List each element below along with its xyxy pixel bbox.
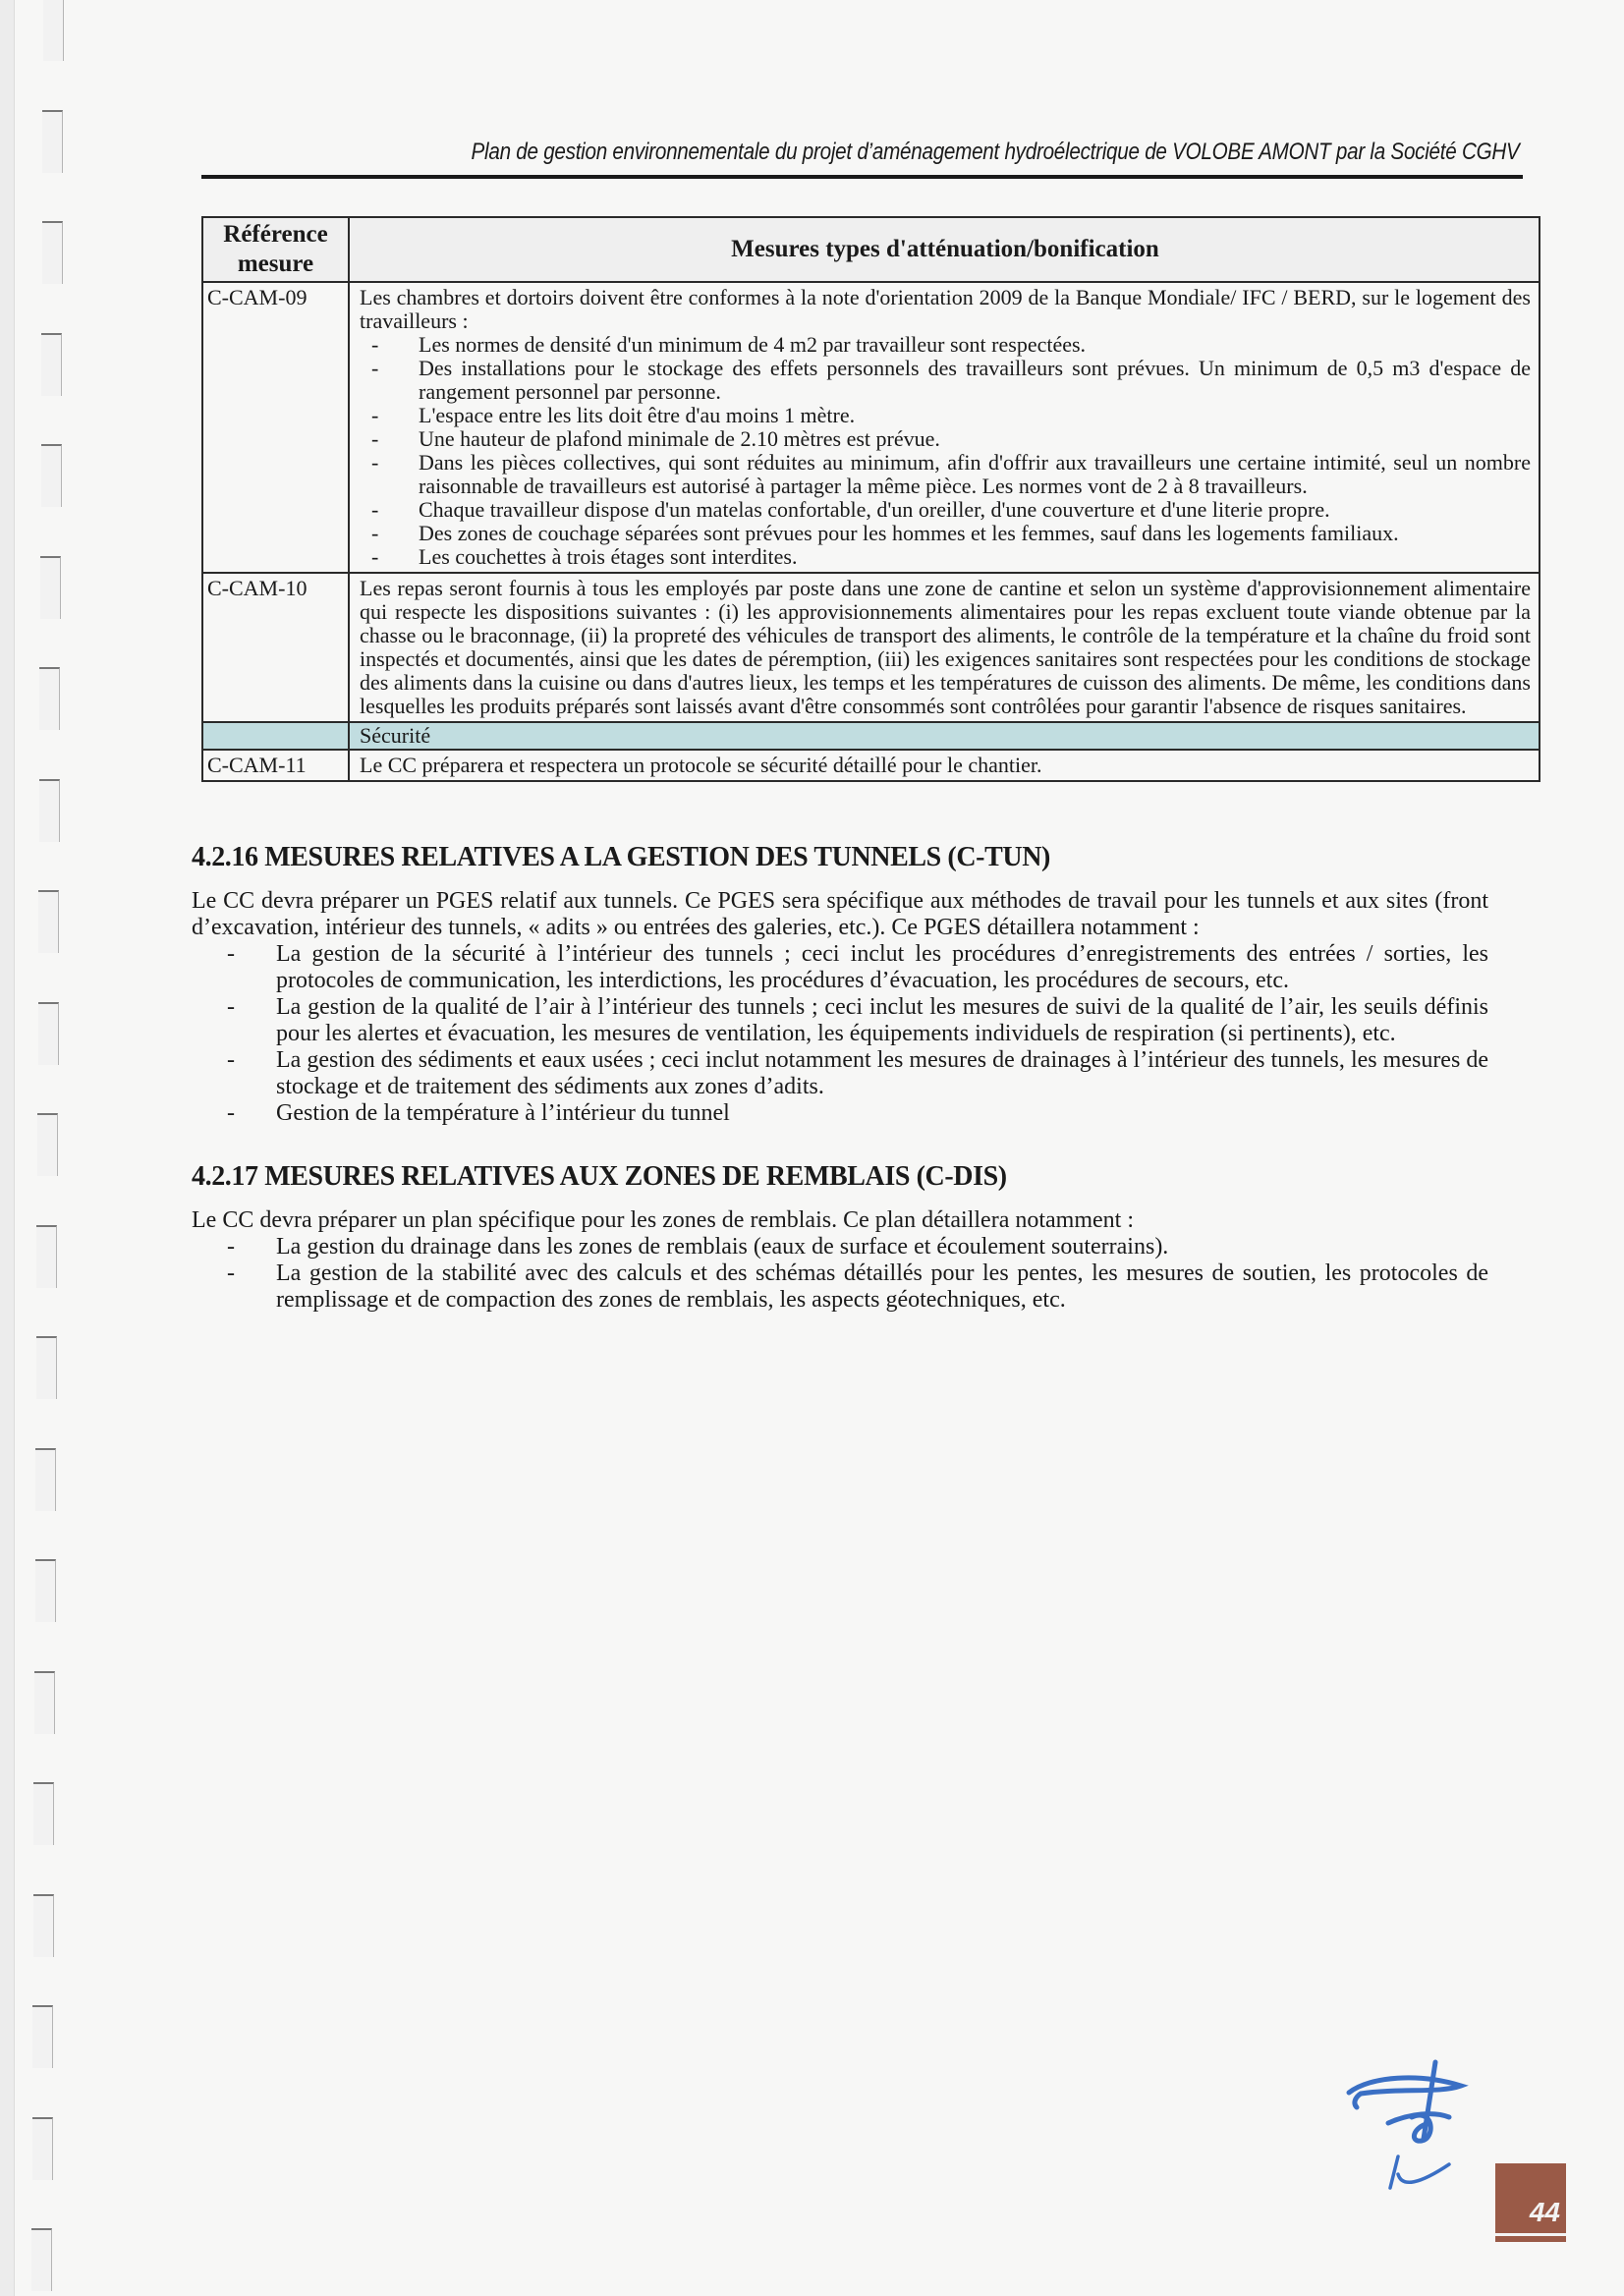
page-edge (0, 0, 15, 2296)
binding-hole (39, 667, 60, 730)
header-title: Plan de gestion environnementale du projet d’aménagement hydroélectrique de VOLOBE AMONT par la Société CGHV (471, 139, 1520, 165)
bullet-item: - Chaque travailleur dispose d'un matelas confortable, d'un oreiller, d'une couverture et d'une literie propre. (419, 498, 1531, 522)
bullet-item: - Des zones de couchage séparées sont prévues pour les hommes et les femmes, sauf dans les logements familiaux. (419, 522, 1531, 545)
bullet-item: - Une hauteur de plafond minimale de 2.10 mètres est prévue. (419, 427, 1531, 451)
page-header (201, 138, 1523, 179)
binding-hole (32, 2117, 53, 2180)
table-row (202, 750, 1540, 781)
binding-hole (41, 333, 62, 396)
section-bullets (192, 1234, 1488, 1314)
binding-hole (40, 556, 61, 619)
measure-bullets (360, 333, 1531, 569)
header-rule (201, 175, 1523, 179)
binding-hole (41, 444, 62, 507)
binding-hole (35, 1448, 56, 1511)
binding-hole (39, 779, 60, 842)
bullet-item: - Des installations pour le stockage des effets personnels des travailleurs sont prévues. Un minimum de 0,5 m3 d'espace de rangement personnel par personne. (419, 357, 1531, 404)
binding-hole (42, 110, 63, 173)
binding-hole (32, 2005, 53, 2068)
page-number: 44 (1529, 2197, 1560, 2227)
section-label: Sécurité (349, 722, 1540, 750)
bullet-item: - La gestion de la stabilité avec des calculs et des schémas détaillés pour les pentes, les mesures de soutien, les protocoles de remplissage et de compaction des zones de remblais, les aspects géotechniques, etc. (276, 1260, 1488, 1314)
header-reference-line1: Référence (223, 221, 328, 248)
row-measure: Le CC préparera et respectera un protocole se sécurité détaillé pour le chantier. (349, 750, 1540, 781)
binding-hole (36, 1225, 57, 1288)
bullet-item: - Les couchettes à trois étages sont interdites. (419, 545, 1531, 569)
row-measure: Les repas seront fournis à tous les employés par poste dans une zone de cantine et selon un système d'approvisionnement alimentaire qui respecte les dispositions suivantes : (i) les approvisionnements alimentaires pour les repas excluent toute viande obtenue par la chasse ou le braconnage, (ii) la propreté des véhicules de transport des aliments, le contrôle de la température et la chaîne du froid sont inspectés et documentés, ainsi que les dates de péremption, (iii) les exigences sanitaires sont respectées pour les conditions de stockage des aliments dans la cuisine ou dans d'autres lieux, les temps et les températures de cuisson des aliments. De même, les conditions dans lesquelles les produits préparés sont laissés avant d'être consommés sont contrôlées pour garantir l'absence de risques sanitaires. (349, 573, 1540, 722)
section-intro: Le CC devra préparer un plan spécifique pour les zones de remblais. Ce plan détaillera notamment : (192, 1207, 1134, 1233)
binding-hole (36, 1336, 57, 1399)
binding-hole (43, 0, 64, 61)
header-measures: Mesures types d'atténuation/bonification (349, 217, 1540, 282)
bullet-item: - L'espace entre les lits doit être d'au moins 1 mètre. (419, 404, 1531, 427)
row-reference: C-CAM-09 (202, 282, 349, 573)
header-reference (202, 217, 349, 282)
binding-hole (34, 1671, 55, 1734)
page-number-badge (1495, 2163, 1566, 2242)
table-row (202, 573, 1540, 722)
bullet-item: - Dans les pièces collectives, qui sont réduites au minimum, afin d'offrir aux travailleurs une certaine intimité, seul un nombre raisonnable de travailleurs est autorisé à partager la même pièce. Les normes vont de 2 à 8 travailleurs. (419, 451, 1531, 498)
measure-intro: Les chambres et dortoirs doivent être conformes à la note d'orientation 2009 de la Banque Mondiale/ IFC / BERD, sur le logement des travailleurs : (360, 285, 1531, 333)
bullet-item: - La gestion du drainage dans les zones de remblais (eaux de surface et écoulement souterrains). (276, 1234, 1488, 1260)
section-row (202, 722, 1540, 750)
row-reference: C-CAM-10 (202, 573, 349, 722)
page-number-stripe (1495, 2233, 1566, 2236)
measures-table (201, 216, 1540, 782)
bullet-item: - Les normes de densité d'un minimum de 4 m2 par travailleur sont respectées. (419, 333, 1531, 357)
binding-hole (31, 2228, 52, 2291)
section-intro: Le CC devra préparer un PGES relatif aux tunnels. Ce PGES sera spécifique aux méthodes de travail pour les tunnels et aux sites (front d’excavation, intérieur des tunnels, « adits » ou entrées des galeries, etc.). Ce PGES détaillera notamment : (192, 888, 1488, 940)
section-heading-4-2-16: 4.2.16 MESURES RELATIVES A LA GESTION DES TUNNELS (C-TUN) (192, 842, 1050, 872)
bullet-item: - Gestion de la température à l’intérieur du tunnel (276, 1100, 1488, 1127)
section-bullets (192, 941, 1488, 1127)
section-4-2-17-body (192, 1207, 1488, 1314)
bullet-item: - La gestion des sédiments et eaux usées ; ceci inclut notamment les mesures de drainages à l’intérieur des tunnels, les mesures de stockage et de traitement des sédiments aux zones d’adits. (276, 1047, 1488, 1100)
table-header-row (202, 217, 1540, 282)
bullet-item: - La gestion de la sécurité à l’intérieur des tunnels ; ceci inclut les procédures d’enregistrements des entrées / sorties, les protocoles de communication, les interdictions, les procédures d’évacuation, les procédures de secours, etc. (276, 941, 1488, 994)
section-heading-4-2-17: 4.2.17 MESURES RELATIVES AUX ZONES DE REMBLAIS (C-DIS) (192, 1161, 1007, 1192)
binding-hole (42, 221, 63, 284)
binding-hole (33, 1782, 54, 1845)
handwritten-signature (1341, 2058, 1488, 2191)
binding-hole (38, 1002, 59, 1065)
binding-hole (38, 890, 59, 953)
bullet-item: - La gestion de la qualité de l’air à l’intérieur des tunnels ; ceci inclut les mesures de suivi de la qualité de l’air, les seuils définis pour les alertes et évacuation, les mesures de ventilation, les équipements individuels de respiration (si pertinents), etc. (276, 994, 1488, 1047)
binding-hole (35, 1559, 56, 1622)
page-content (192, 138, 1542, 1314)
section-row-empty (202, 722, 349, 750)
binding-hole (33, 1894, 54, 1957)
row-reference: C-CAM-11 (202, 750, 349, 781)
section-4-2-16-body (192, 888, 1488, 1127)
header-reference-line2: mesure (237, 251, 314, 277)
row-measure (349, 282, 1540, 573)
binding-hole (37, 1113, 58, 1176)
table-row (202, 282, 1540, 573)
